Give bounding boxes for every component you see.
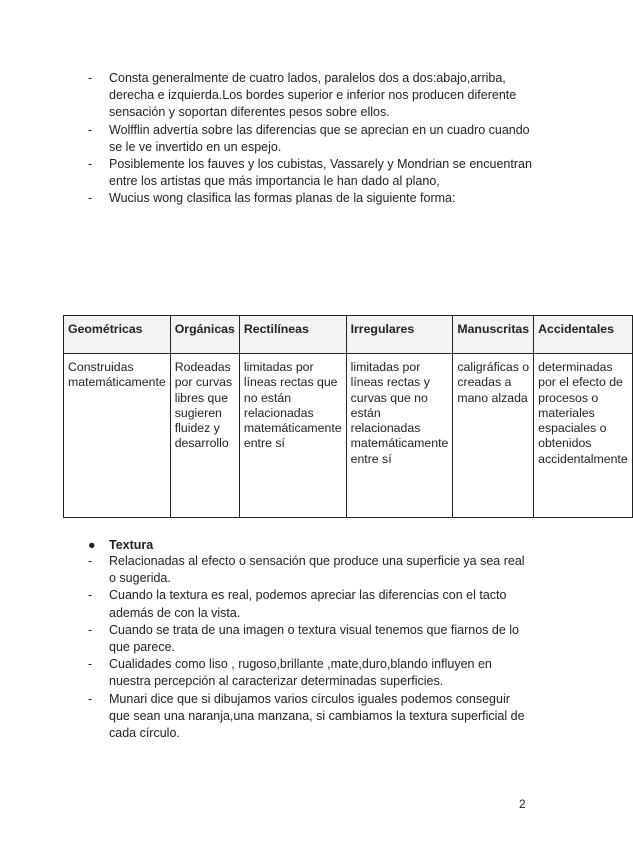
page-number: 2 [519, 797, 526, 811]
list-item-text: Wucius wong clasifica las formas planas de la siguiente forma: [109, 191, 456, 206]
list-item [88, 70, 538, 122]
list-item [88, 156, 538, 190]
header-manuscritas: Manuscritas [453, 316, 534, 354]
header-accidentales: Accidentales [534, 316, 633, 354]
section-title: Textura [109, 538, 154, 552]
dash-marker: - [88, 554, 93, 568]
cell-geometricas: Construidas matemáticamente [64, 354, 171, 518]
dash-marker: - [88, 691, 93, 706]
list-item [88, 553, 533, 587]
list-item-text: Cualidades como liso , rugoso,brillante ,mate,duro,blando influyen en nuestra percepción al caracterizar determinadas superficies. [109, 657, 492, 689]
shape-classification-table [63, 315, 633, 518]
cell-manuscritas: caligráficas o creadas a mano alzada [453, 354, 534, 518]
list-item [88, 691, 533, 743]
list-item-text: Relacionadas al efecto o sensación que produce una superficie ya sea real o sugerida. [109, 554, 525, 586]
cell-accidentales: determinadas por el efecto de procesos o materiales espaciales o obtenidos accidentalmente [534, 354, 633, 518]
cell-irregulares: limitadas por líneas rectas y curvas que no están relacionadas matemáticamente entre sí [346, 354, 453, 518]
header-irregulares: Irregulares [346, 316, 453, 354]
list-item-text: Munari dice que si dibujamos varios círculos iguales podemos conseguir que sean una naranja,una manzana, si cambiamos la textura superficial de cada círculo. [109, 691, 525, 741]
list-item [88, 622, 533, 656]
list-item [88, 587, 533, 621]
dash-marker: - [88, 622, 93, 637]
header-organicas: Orgánicas [170, 316, 239, 354]
list-item-text: Consta generalmente de cuatro lados, paralelos dos a dos:abajo,arriba, derecha e izquierda.Los bordes superior e inferior nos producen diferente sensación y soportan diferentes pesos sobre ellos. [109, 71, 517, 120]
list-item-text: Posiblemente los fauves y los cubistas, Vassarely y Mondrian se encuentran entre los artistas que más importancia le han dado al plano, [109, 157, 532, 189]
header-geometricas: Geométricas [64, 316, 171, 354]
list-item-text: Wolfflin advertía sobre las diferencias que se aprecian en un cuadro cuando se le ve invertido en un espejo. [109, 122, 530, 154]
list-item-text: Cuando la textura es real, podemos apreciar las diferencias con el tacto además de con la vista. [109, 588, 507, 620]
dash-marker: - [88, 157, 93, 172]
dash-marker: - [88, 71, 93, 85]
list-item [88, 122, 538, 156]
cell-organicas: Rodeadas por curvas libres que sugieren fluidez y desarrollo [170, 354, 239, 518]
list-item [88, 190, 538, 207]
texture-notes-list [88, 553, 533, 742]
table-header-row [64, 316, 633, 354]
table-row [64, 354, 633, 518]
dash-marker: - [88, 122, 93, 137]
header-rectilineas: Rectilíneas [239, 316, 346, 354]
dash-marker: - [88, 191, 93, 206]
section-heading-textura [88, 537, 153, 553]
list-item [88, 656, 533, 690]
plane-notes-list [88, 70, 538, 208]
cell-rectilineas: limitadas por líneas rectas que no están relacionadas matemáticamente entre sí [239, 354, 346, 518]
bullet-dot-icon: ● [88, 538, 96, 552]
dash-marker: - [88, 588, 93, 603]
dash-marker: - [88, 657, 93, 672]
list-item-text: Cuando se trata de una imagen o textura visual tenemos que fiarnos de lo que parece. [109, 622, 519, 655]
